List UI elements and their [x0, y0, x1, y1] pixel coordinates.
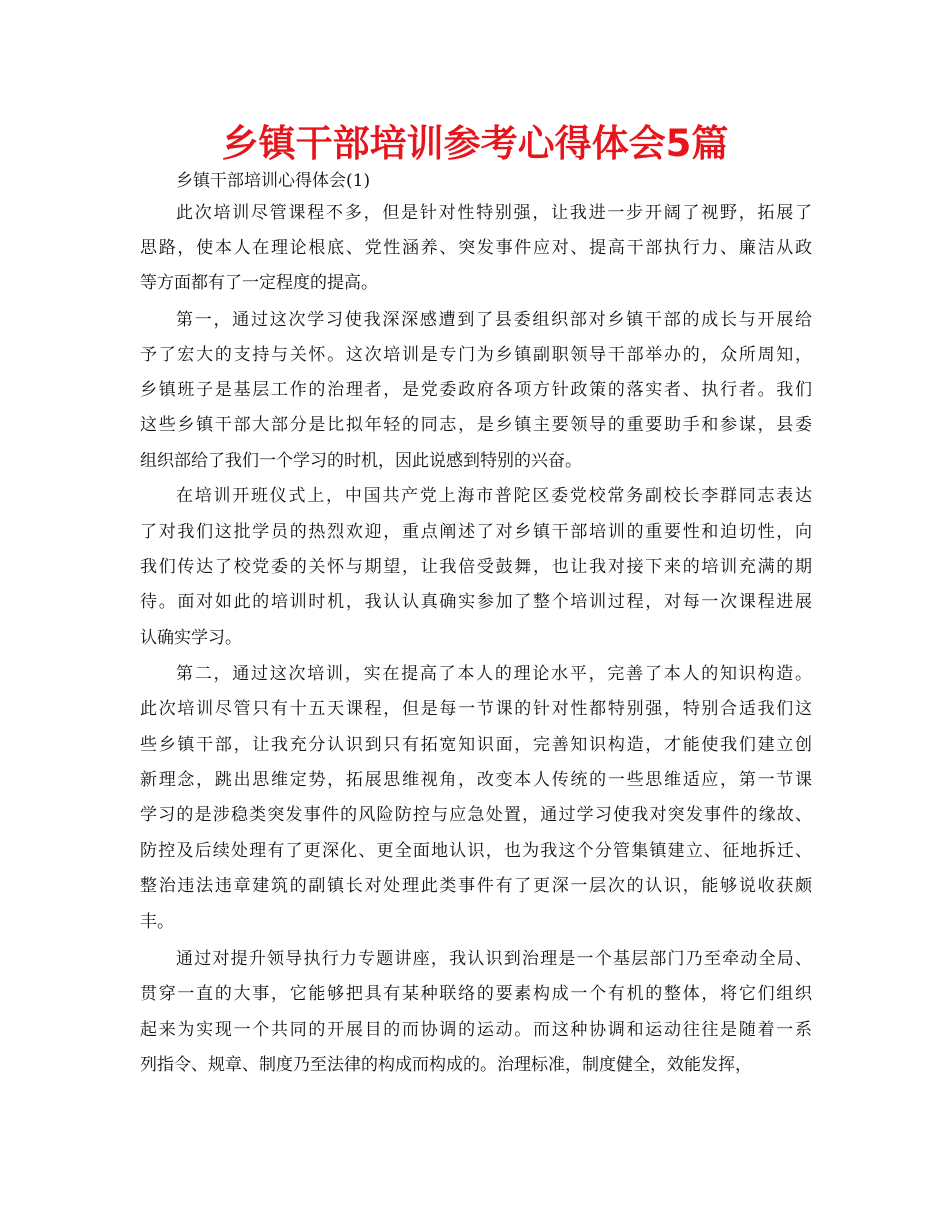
text-line: 等方面都有了一定程度的提高。 — [140, 273, 378, 293]
text-line: 第二，通过这次培训，实在提高了本人的理论水平，完善了本人的知识构造。 — [176, 664, 812, 684]
text-line: 整治违法违章建筑的副镇长对处理此类事件有了更深一层次的认识，能够说收获颇 — [140, 876, 812, 896]
text-line: 了对我们这批学员的热烈欢迎，重点阐述了对乡镇干部培训的重要性和迫切性，向 — [140, 522, 812, 542]
text-line: 丰。 — [140, 912, 174, 932]
section-heading: 乡镇干部培训心得体会(1) — [176, 171, 371, 191]
text-line: 乡镇班子是基层工作的治理者，是党委政府各项方针政策的落实者、执行者。我们 — [140, 380, 812, 400]
text-line: 认确实学习。 — [140, 628, 242, 648]
text-line: 防控及后续处理有了更深化、更全面地认识，也为我这个分管集镇建立、征地拆迁、 — [140, 841, 812, 861]
text-line: 学习的是涉稳类突发事件的风险防控与应急处置，通过学习使我对突发事件的缘故、 — [140, 805, 812, 825]
text-line: 此次培训尽管课程不多，但是针对性特别强，让我进一步开阔了视野，拓展了 — [176, 203, 812, 223]
text-line: 起来为实现一个共同的开展目的而协调的运动。而这种协调和运动往往是随着一系 — [140, 1020, 812, 1040]
text-line: 新理念，跳出思维定势，拓展思维视角，改变本人传统的一些思维适应，第一节课 — [140, 770, 812, 790]
text-line: 第一，通过这次学习使我深深感遭到了县委组织部对乡镇干部的成长与开展给 — [176, 310, 812, 330]
document-title: 乡镇干部培训参考心得体会5篇 — [221, 122, 729, 165]
text-line: 思路，使本人在理论根底、党性涵养、突发事件应对、提高干部执行力、廉洁从政 — [140, 238, 812, 258]
text-line: 贯穿一直的大事，它能够把具有某种联络的要素构成一个有机的整体，将它们组织 — [140, 984, 812, 1004]
text-line: 些乡镇干部，让我充分认识到只有拓宽知识面，完善知识构造，才能使我们建立创 — [140, 735, 812, 755]
text-line: 我们传达了校党委的关怀与期望，让我倍受鼓舞，也让我对接下来的培训充满的期 — [140, 557, 812, 577]
text-line: 这些乡镇干部大部分是比拟年轻的同志，是乡镇主要领导的重要助手和参谋，县委 — [140, 415, 812, 435]
text-line: 在培训开班仪式上，中国共产党上海市普陀区委党校常务副校长李群同志表达 — [176, 486, 812, 506]
text-line: 予了宏大的支持与关怀。这次培训是专门为乡镇副职领导干部举办的，众所周知， — [140, 345, 812, 365]
text-line: 列指令、规章、制度乃至法律的构成而构成的。治理标准，制度健全，效能发挥， — [140, 1055, 752, 1075]
text-line: 此次培训尽管只有十五天课程，但是每一节课的针对性都特别强，特别合适我们这 — [140, 699, 812, 719]
text-line: 通过对提升领导执行力专题讲座，我认识到治理是一个基层部门乃至牵动全局、 — [176, 949, 812, 969]
text-line: 待。面对如此的培训时机，我认认真确实参加了整个培训过程，对每一次课程进展 — [140, 592, 812, 612]
text-line: 组织部给了我们一个学习的时机，因此说感到特别的兴奋。 — [140, 451, 582, 471]
